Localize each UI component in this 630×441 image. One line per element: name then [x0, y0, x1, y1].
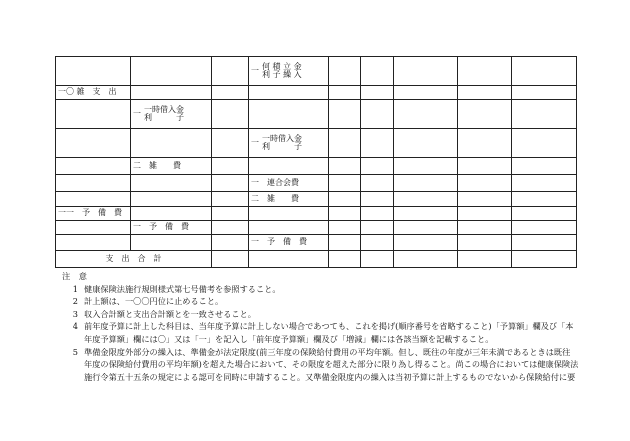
account-label: 利 子 [144, 113, 184, 122]
table-row [56, 207, 577, 221]
account-label: 一 予 備 費 [133, 222, 189, 232]
table-row [56, 158, 577, 175]
note-text: 前年度予算に計上した科目は、当年度予算に計上しない場合であつても、これを掲げ(順序番号を省略すること)「予算額」欄及び「本 [84, 321, 574, 332]
note-text: 健康保険法施行規則様式第七号備考を参照すること。 [84, 283, 281, 294]
note-text: 準備金限度外部分の繰入は、準備金が法定限度(前三年度の保険給付費用の平均年額。但し、既往の年度が三年未満であるときは既往 [84, 346, 571, 357]
item-number: 一 [251, 65, 259, 75]
account-label: 一 連合会費 [251, 177, 299, 187]
account-label: 一時借入金 [144, 104, 184, 114]
account-label: 一一 予 備 費 [58, 208, 122, 218]
account-label: 二 雑 費 [133, 160, 181, 170]
account-label: 一時借入金 [262, 133, 302, 143]
note-item [62, 295, 582, 308]
note-continuation: 施行令第五十五条の規定による認可を同時に申請すること。又準備金限度内の繰入は当初予算に計上するものでないから保険給付に要 [84, 371, 576, 382]
table-row [56, 129, 577, 158]
item-number: 一 [133, 108, 141, 118]
notes-title: 注 意 [62, 271, 90, 281]
item-number: 一 [251, 137, 259, 147]
account-label: 二 雑 費 [251, 193, 299, 203]
table-row [56, 251, 577, 268]
account-label: 一〇 雑 支 出 [58, 87, 117, 97]
account-cell [56, 86, 131, 100]
table-row [56, 221, 577, 235]
account-label: 一 予 備 費 [251, 237, 307, 247]
notes-section [62, 270, 582, 383]
account-label: 何 積 立 金 [262, 61, 302, 71]
table-row [56, 57, 577, 86]
total-label: 支 出 合 計 [105, 253, 162, 263]
account-label: 利 子 繰 入 [262, 70, 302, 79]
note-text: 収入合計額と支出合計額とを一致させること。 [84, 308, 256, 319]
table-row [56, 86, 577, 100]
table-row [56, 235, 577, 251]
account-cell [56, 207, 131, 221]
table-row [56, 192, 577, 207]
account-cell [249, 235, 329, 251]
account-cell [249, 57, 329, 86]
account-cell [131, 221, 212, 235]
account-cell [249, 175, 329, 192]
note-number: 4 [72, 321, 78, 332]
account-cell [249, 129, 329, 158]
note-item [62, 308, 582, 321]
note-number: 3 [72, 308, 78, 319]
account-cell [249, 192, 329, 207]
account-cell [131, 100, 212, 129]
total-cell [56, 251, 212, 268]
note-number: 2 [72, 296, 78, 307]
table-row [56, 100, 577, 129]
note-number: 1 [72, 283, 78, 294]
budget-table [55, 56, 577, 268]
note-item [62, 346, 582, 359]
note-item [62, 320, 582, 333]
note-item [62, 283, 582, 296]
account-cell [131, 158, 212, 175]
note-text: 計上額は、一〇〇円位に止めること。 [84, 296, 224, 307]
note-continuation: 年度予算額」欄には〇」又は「一」を記入し「前年度予算額」欄及び「増減」欄には各該当額を記載すること。 [84, 333, 494, 344]
table-row [56, 175, 577, 192]
notes-list [62, 283, 582, 384]
note-continuation: 年度の保険給付費用の平均年額)を超えた場合において、その限度を超えた部分に限り為し得ること。尚この場合においては健康保険法 [84, 359, 579, 370]
note-number: 5 [72, 346, 78, 357]
account-label: 利 子 [262, 142, 302, 151]
